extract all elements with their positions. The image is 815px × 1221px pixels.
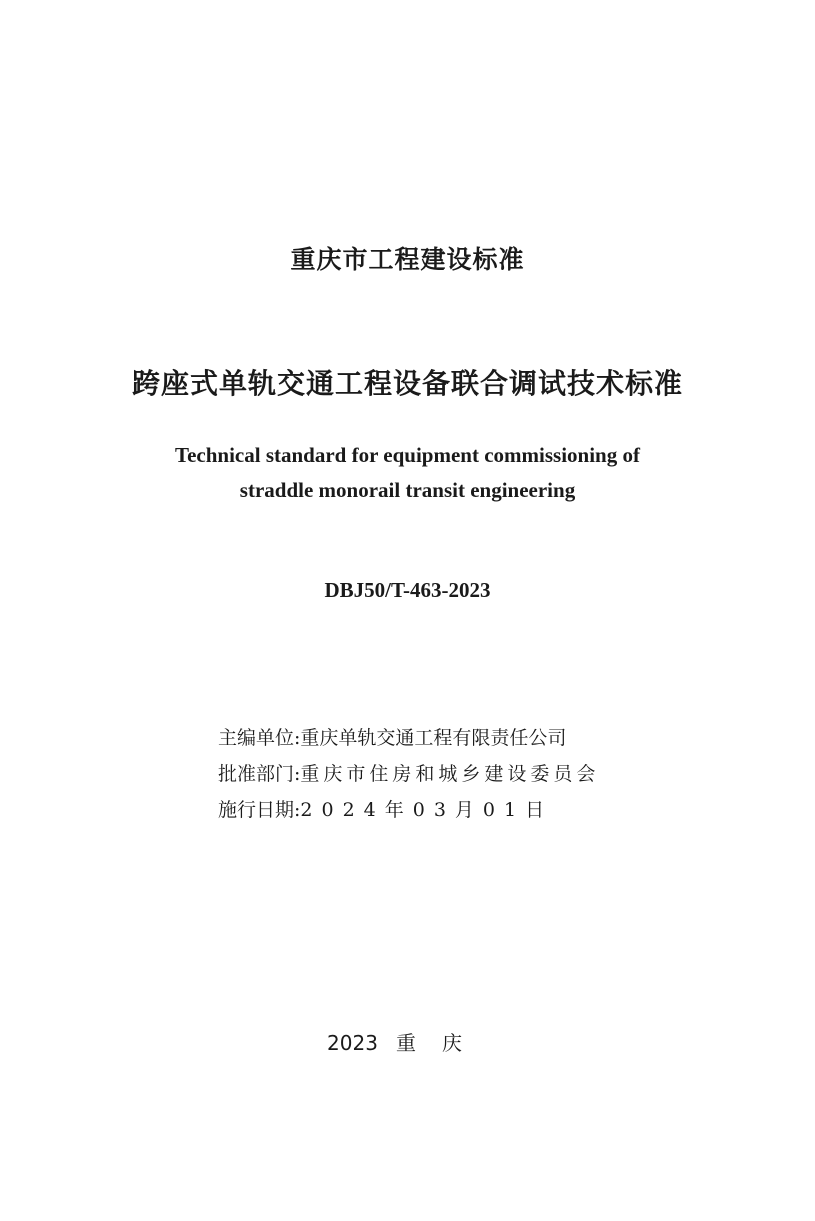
footer-year: 2023 <box>327 1031 378 1055</box>
effective-date-row <box>218 792 599 828</box>
english-title-line-2: straddle monorail transit engineering <box>239 478 576 502</box>
series-title: 重庆市工程建设标准 <box>290 245 525 274</box>
approval-dept-row <box>218 756 599 792</box>
footer-city: 重庆 <box>395 1031 488 1055</box>
main-title: 跨座式单轨交通工程设备联合调试技术标准 <box>131 367 683 400</box>
editor-unit-label: 主编单位: <box>218 727 301 749</box>
standard-code: DBJ50/T-463-2023 <box>324 578 491 602</box>
publication-info <box>218 720 599 828</box>
approval-dept-value: 重庆市住房和城乡建设委员会 <box>300 763 600 785</box>
editor-unit-row <box>218 720 599 756</box>
editor-unit-value: 重庆单轨交通工程有限责任公司 <box>300 727 567 749</box>
effective-date-label: 施行日期: <box>218 799 301 821</box>
effective-date-value: 2024年03月01日 <box>300 799 554 821</box>
english-title-line-1: Technical standard for equipment commissioning of <box>175 443 640 467</box>
approval-dept-label: 批准部门: <box>218 763 301 785</box>
footer-imprint <box>0 1027 815 1056</box>
